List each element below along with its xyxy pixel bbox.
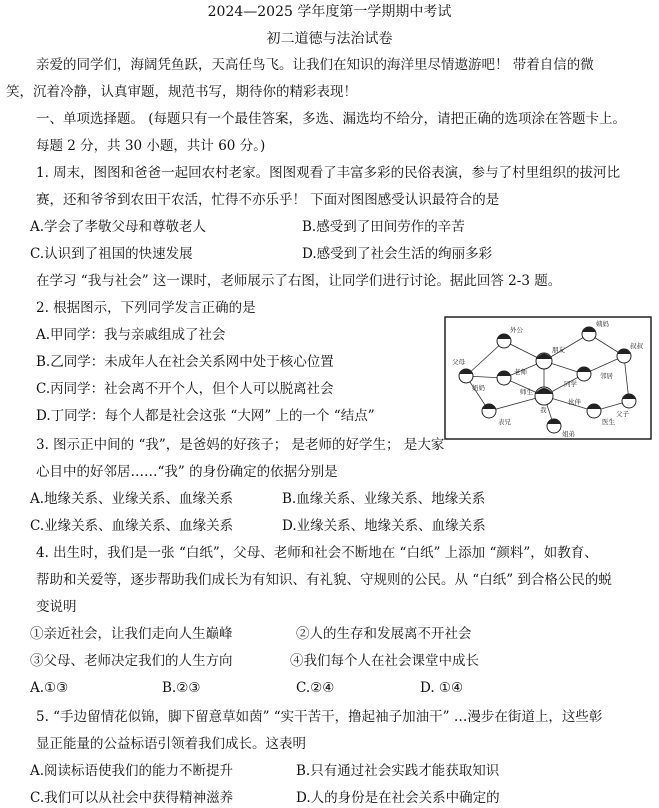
q2-stem: 2. 根据图示，下列同学发言正确的是 bbox=[36, 300, 256, 316]
social-relations-figure bbox=[444, 316, 652, 440]
label-aunt: 姨妈 bbox=[596, 320, 609, 328]
label-son: 父子 bbox=[616, 410, 629, 418]
label-sister: 姐弟 bbox=[562, 430, 575, 438]
label-mentor: 师生 bbox=[520, 388, 533, 396]
exam-subtitle: 初二道德与法治试卷 bbox=[266, 31, 393, 47]
section1-line-1: 一、单项选择题。 (每题只有一个最佳答案，多选、漏选均不给分，请把正确的选项涂在答题卡上。 bbox=[36, 111, 627, 127]
figure-border bbox=[445, 317, 651, 439]
q5-option-d[interactable]: D.人的身份是在社会关系中确定的 bbox=[296, 790, 500, 806]
q1-option-b[interactable]: B.感受到了田间劳作的辛苦 bbox=[302, 219, 465, 235]
q1-option-c[interactable]: C.认识到了祖国的快速发展 bbox=[30, 246, 193, 262]
relations-network-svg bbox=[444, 316, 652, 440]
q5-stem-line-2: 显正能量的公益标语引领着我们成长。这表明 bbox=[36, 736, 306, 752]
q5-option-c[interactable]: C.我们可以从社会中获得精神滋养 bbox=[30, 790, 234, 806]
q4-option-c[interactable]: C.②④ bbox=[296, 680, 335, 696]
label-grandma: 奶奶 bbox=[472, 384, 485, 392]
exam-title: 2024—2025 学年度第一学期期中考试 bbox=[207, 4, 452, 20]
q3-stem-line-1: 3. 图示正中间的 “我”，是爸妈的好孩子； 是老师的好学生； 是大家 bbox=[36, 437, 445, 453]
label-partner: 伙伴 bbox=[568, 398, 581, 406]
q5-stem-line-1: 5. “手边留情花似锦，脚下留意草如茵” “实干苦干，撸起袖子加油干” …漫步在街道上，这些彰 bbox=[36, 709, 603, 725]
label-me: 我 bbox=[540, 406, 547, 414]
q4-statement-4: ④我们每个人在社会课堂中成长 bbox=[290, 653, 479, 669]
q4-option-b[interactable]: B.②③ bbox=[162, 680, 201, 696]
label-grandpa: 外公 bbox=[510, 326, 523, 334]
q5-option-b[interactable]: B.只有通过社会实践才能获取知识 bbox=[296, 763, 500, 779]
q5-option-a[interactable]: A.阅读标语使我们的能力不断提升 bbox=[30, 763, 234, 779]
q2-option-a[interactable]: A.甲同学：我与亲戚组成了社会 bbox=[36, 327, 226, 343]
context-q2-q3: 在学习 “我与社会” 这一课时，老师展示了右图，让同学们进行讨论。据此回答 2-3 题。 bbox=[36, 273, 562, 289]
q4-stem-line-2: 帮助和关爱等，逐步帮助我们成长为有知识、有礼貌、守规则的公民。从 “白纸” 到合格公民的蜕 bbox=[36, 572, 612, 588]
q1-stem-line-1: 1. 周末，图图和爸爸一起回农村老家。图图观看了丰富多彩的民俗表演，参与了村里组织的拔河比 bbox=[36, 165, 621, 181]
q3-option-b[interactable]: B.血缘关系、业缘关系、地缘关系 bbox=[282, 491, 486, 507]
q3-stem-line-2: 心目中的好邻居……“我” 的身份确定的依据分别是 bbox=[36, 464, 338, 480]
q4-option-a[interactable]: A.①③ bbox=[30, 680, 69, 696]
label-cousin: 表兄 bbox=[498, 418, 511, 426]
label-teacher: 老师 bbox=[514, 368, 527, 376]
label-father: 父母 bbox=[452, 358, 465, 366]
label-classmate: 同学 bbox=[564, 380, 577, 388]
q4-option-d[interactable]: D. ①④ bbox=[420, 680, 464, 696]
label-doctor: 医生 bbox=[602, 418, 615, 426]
section1-line-2: 每题 2 分，共 30 小题，共计 60 分。) bbox=[36, 138, 266, 154]
q2-option-b[interactable]: B.乙同学：未成年人在社会关系网中处于核心位置 bbox=[36, 354, 334, 370]
label-friend: 朋友 bbox=[552, 346, 565, 354]
q3-option-c[interactable]: C.业缘关系、血缘关系、血缘关系 bbox=[30, 518, 234, 534]
q4-stem-line-3: 变说明 bbox=[36, 599, 77, 615]
q4-stem-line-1: 4. 出生时，我们是一张 “白纸”，父母、老师和社会不断地在 “白纸” 上添加 “颜料”，如教育、 bbox=[36, 545, 598, 561]
q4-statement-2: ②人的生存和发展离不开社会 bbox=[296, 626, 472, 642]
q1-option-a[interactable]: A.学会了孝敬父母和尊敬老人 bbox=[30, 219, 207, 235]
q3-option-a[interactable]: A.地缘关系、业缘关系、血缘关系 bbox=[30, 491, 234, 507]
q4-statement-1: ①亲近社会，让我们走向人生巅峰 bbox=[30, 626, 233, 642]
intro-line-2: 笑，沉着冷静，认真审题，规范书写，期待你的精彩表现！ bbox=[6, 84, 357, 100]
q1-stem-line-2: 赛，还和爷爷到农田干农活，忙得不亦乐乎！ 下面对图图感受认识最符合的是 bbox=[36, 192, 500, 208]
q1-option-d[interactable]: D.感受到了社会生活的绚丽多彩 bbox=[302, 246, 493, 262]
label-neighbor: 邻居 bbox=[600, 372, 613, 380]
q4-statement-3: ③父母、老师决定我们的人生方向 bbox=[30, 653, 233, 669]
intro-line-1: 亲爱的同学们，海阔凭鱼跃，天高任鸟飞。让我们在知识的海洋里尽情遨游吧！ 带着自信的微 bbox=[36, 57, 594, 73]
label-uncle: 叔叔 bbox=[630, 342, 643, 350]
q2-option-c[interactable]: C.丙同学：社会离不开个人，但个人可以脱离社会 bbox=[36, 381, 334, 397]
q2-option-d[interactable]: D.丁同学：每个人都是社会这张 “大网” 上的一个 “结点” bbox=[36, 408, 375, 424]
q3-option-d[interactable]: D.业缘关系、地缘关系、血缘关系 bbox=[282, 518, 486, 534]
